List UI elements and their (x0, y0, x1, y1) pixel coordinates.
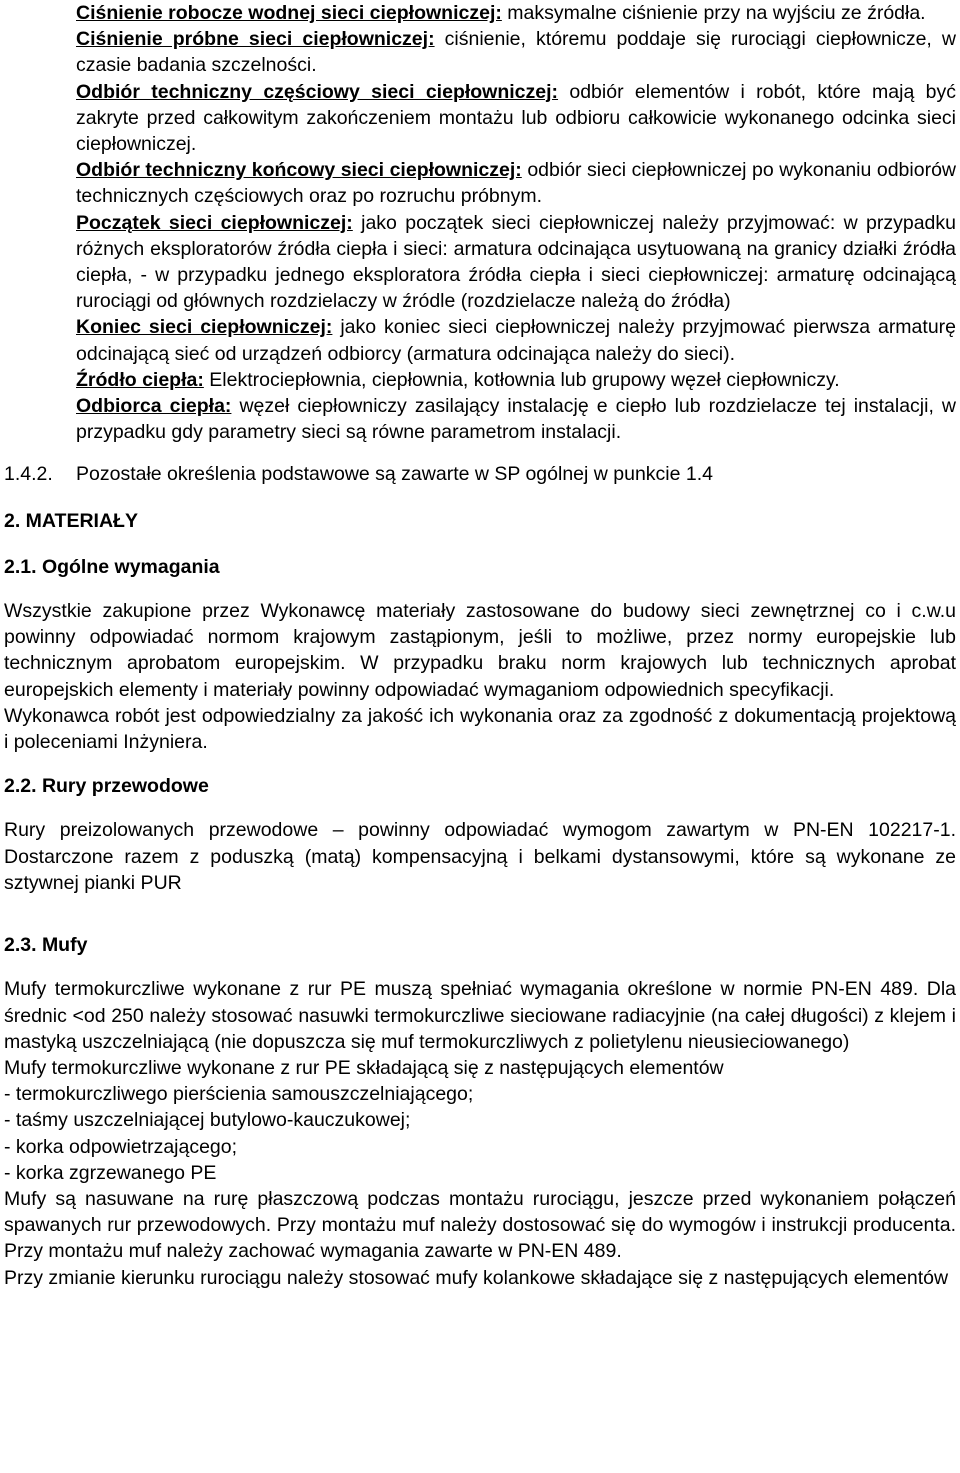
list-item: - korka zgrzewanego PE (4, 1161, 217, 1184)
definition-text: ciśnienie, któremu poddaje się rurociągi ciepłownicze, w czasie badania szczelności. (76, 28, 957, 77)
definition-item (76, 26, 956, 78)
section-number: 1.4.2. (4, 463, 53, 486)
definition-text: jako początek sieci ciepłowniczej należy przyjmować: w przypadku różnych eksploratorów źródła ciepła i sieci: armatura odcinająca usytuowaną na granicy działki źródła ciepła, - w przypadku jednego eksploratora źródła ciepła i sieci ciepłowniczej: armaturę odcinającą rurociągi od głównych rozdzielaczy w źródle (rozdzielacze należą do źródła) (76, 211, 956, 313)
section-1-4-2 (4, 461, 956, 487)
section-heading-pipes: 2.2. Rury przewodowe (4, 775, 209, 798)
paragraph: Rury preizolowanych przewodowe – powinny odpowiadać wymogom zawartym w PN-EN 102217-1. Dostarczone razem z poduszką (matą) kompensacyjną i belkami dystansowymi, które są wykonane ze sztywnej pianki PUR (4, 819, 956, 894)
definition-term: Odbiór techniczny częściowy sieci ciepłowniczej: (76, 80, 559, 103)
definition-term: Ciśnienie próbne sieci ciepłowniczej: (76, 28, 435, 51)
definitions-list (76, 0, 956, 445)
section-heading-general-requirements: 2.1. Ogólne wymagania (4, 555, 220, 578)
section-text: Pozostałe określenia podstawowe są zawarte w SP ogólnej w punkcie 1.4 (76, 463, 714, 486)
definition-text: maksymalne ciśnienie przy na wyjściu ze źródła. (501, 2, 926, 24)
paragraph: Mufy termokurczliwe wykonane z rur PE składającą się z następujących elementów (4, 1056, 724, 1079)
definition-item (76, 0, 956, 26)
definition-text: odbiór sieci ciepłowniczej po wykonaniu odbiorów technicznych częściowych oraz po rozruchu próbnym. (76, 159, 957, 208)
definition-text: Elektrociepłownia, ciepłownia, kotłownia lub grupowy węzeł ciepłowniczy. (203, 368, 840, 391)
list-item: - taśmy uszczelniającej butylowo-kauczukowej; (4, 1109, 411, 1132)
definition-text: jako koniec sieci ciepłowniczej należy przyjmować pierwsza armaturę odcinającą sieć od urządzeń odbiorcy (armatura odcinająca należy do sieci). (76, 316, 956, 365)
section-2-3-body (4, 976, 956, 1290)
definition-item (76, 79, 956, 158)
section-2-2-body (4, 817, 956, 896)
definition-item (76, 210, 956, 315)
paragraph: Mufy termokurczliwe wykonane z rur PE muszą spełniać wymagania określone w normie PN-EN 489. Dla średnic <od 250 należy stosować nasuwki termokurczliwe sieciowane radiacyjnie (na całej długości) z klejem i mastyką uszczelniającą (nie dopuszcza się muf termokurczliwych z polietylenu nieusieciowanego) (4, 978, 956, 1053)
definition-item (76, 314, 956, 366)
definition-text: węzeł ciepłowniczy zasilający instalację e ciepło lub rozdzielacze tej instalacji, w przypadku gdy parametry sieci są równe parametrom instalacji. (76, 395, 957, 444)
list-item: - termokurczliwego pierścienia samouszczelniającego; (4, 1083, 474, 1106)
paragraph: Wykonawca robót jest odpowiedzialny za jakość ich wykonania oraz za zgodność z dokumentacją projektową i poleceniami Inżyniera. (4, 704, 956, 754)
definition-term: Koniec sieci ciepłowniczej: (76, 316, 333, 339)
paragraph: Przy zmianie kierunku rurociągu należy stosować mufy kolankowe składające się z następujących elementów (4, 1266, 949, 1289)
definition-term: Źródło ciepła: (76, 368, 204, 391)
definition-item (76, 157, 956, 209)
paragraph: Mufy są nasuwane na rurę płaszczową podczas montażu rurociągu, jeszcze przed wykonaniem połączeń spawanych rur przewodowych. Przy montażu muf należy dostosować się do wymogów i instrukcji producenta. Przy montażu muf należy zachować wymagania zawarte w PN-EN 489. (4, 1187, 956, 1263)
definition-term: Odbiór techniczny końcowy sieci ciepłowniczej: (76, 159, 522, 182)
definition-term: Ciśnienie robocze wodnej sieci ciepłowniczej: (76, 2, 502, 24)
definition-item (76, 393, 956, 445)
definition-text: odbiór elementów i robót, które mają być zakryte przed całkowitym zakończeniem montażu lub odbioru całkowicie wykonanego odcinka sieci ciepłowniczej. (76, 80, 956, 156)
list-item: - korka odpowietrzającego; (4, 1135, 238, 1158)
paragraph: Wszystkie zakupione przez Wykonawcę materiały zastosowane do budowy sieci zewnętrznej co i c.w.u powinny odpowiadać normom krajowym zastąpionym, jeśli to możliwe, przez normy europejskie lub technicznym aprobatom europejskim. W przypadku braku norm krajowych lub technicznych aprobat europejskich elementy i materiały powinny odpowiadać wymaganiom odpowiednich specyfikacji. (4, 600, 956, 701)
section-heading-materials: 2. MATERIAŁY (4, 509, 138, 532)
section-2-1-body (4, 598, 956, 755)
definition-item (76, 367, 956, 393)
section-heading-sleeves: 2.3. Mufy (4, 934, 88, 957)
definition-term: Początek sieci ciepłowniczej: (76, 211, 353, 234)
definition-term: Odbiorca ciepła: (76, 395, 232, 418)
